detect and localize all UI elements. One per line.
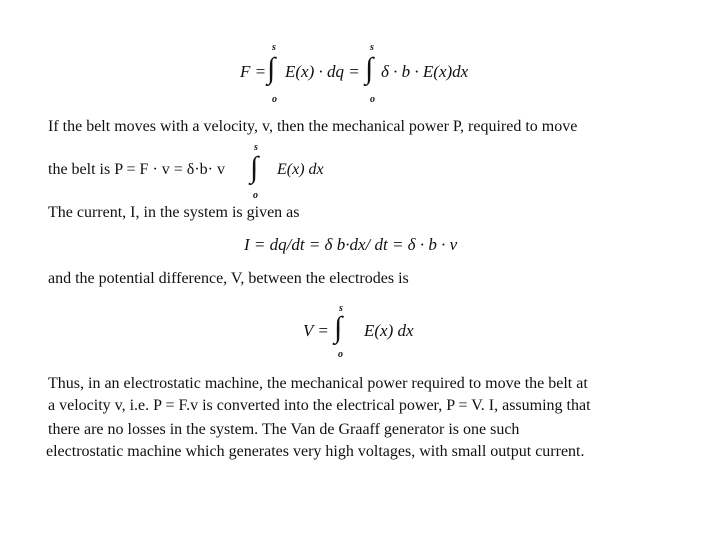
para1-line2-suffix: E(x) dx [277,161,324,178]
para1-int-upper: s [254,142,258,153]
para4-line4: electrostatic machine which generates very high voltages, with small output current. [46,443,585,460]
para3-line1: and the potential difference, V, between the electrodes is [48,270,409,287]
integral-sign-icon: ∫ [365,52,374,85]
eq1-mid: E(x) · dq = [285,62,360,81]
para1-line1: If the belt moves with a velocity, v, then the mechanical power P, required to move [48,118,578,135]
integral-sign-icon: ∫ [250,151,259,184]
eq1-int2-lower: o [370,94,375,105]
para2-line1: The current, I, in the system is given as [48,204,300,221]
para1-int-lower: o [253,190,258,201]
integral-sign-icon: ∫ [267,52,276,85]
eq3-rhs: E(x) dx [364,321,414,340]
para4-line2: a velocity v, i.e. P = F.v is converted into the electrical power, P = V. I, assuming that [48,397,591,414]
eq3-int-upper: s [339,303,343,314]
eq1-lhs: F = [240,62,267,81]
eq3-lhs: V = [303,321,329,340]
integral-sign-icon: ∫ [334,311,343,344]
para1-line2-prefix: the belt is P = F · v = δ·b· v [48,161,225,178]
eq1-int1-lower: o [272,94,277,105]
para4-line1: Thus, in an electrostatic machine, the mechanical power required to move the belt at [48,375,588,392]
eq1-int2-upper: s [370,42,374,53]
para4-line3: there are no losses in the system. The Van de Graaff generator is one such [48,421,520,438]
eq1-rhs: δ · b · E(x)dx [381,62,469,81]
eq3-int-lower: o [338,349,343,360]
eq1-int1-upper: s [272,42,276,53]
equation-current: I = dq/dt = δ b·dx/ dt = δ · b · v [244,235,458,254]
